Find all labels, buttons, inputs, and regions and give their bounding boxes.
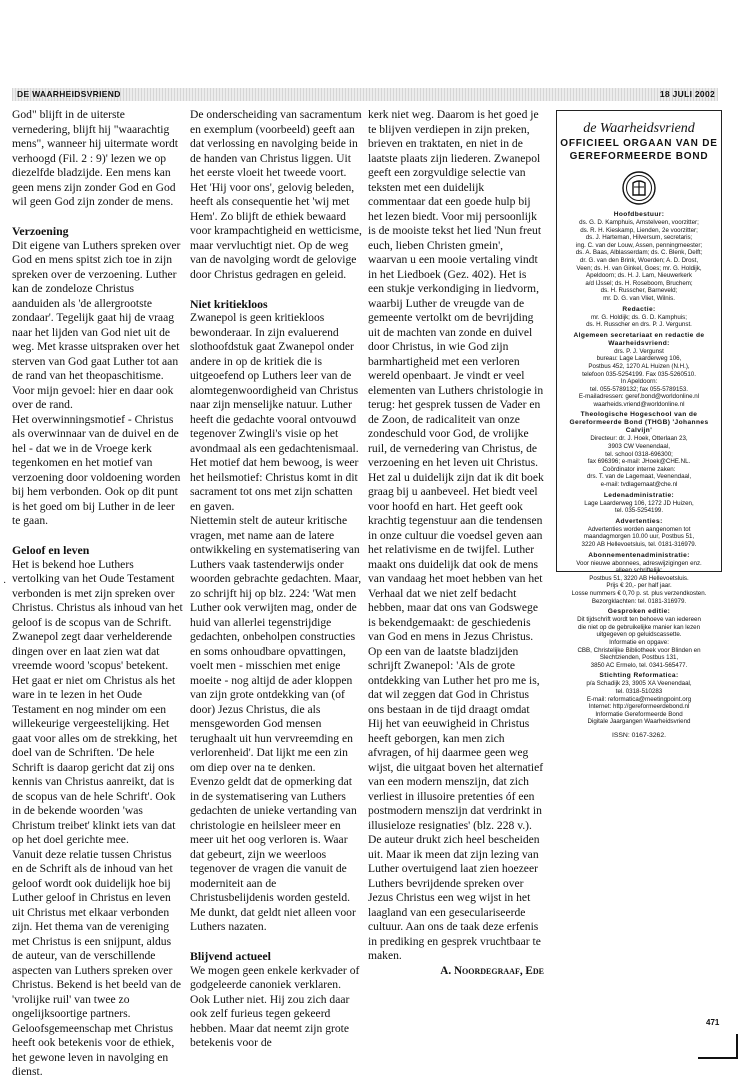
paragraph: Niettemin stelt de auteur kritische vragen, met name aan de latere ontwikkeling en systematisering van Luthers vaak tastenderwijs onder woorden gebrachte gedachten. Maar, zo schrijft hij op blz. 224: 'Wat men Luther ook verwijten mag, onder de huid van allerlei tegenstrijdige gedachten, onbeholpen constructies en soms onhoudbare opvattingen, voelt men - misschien met enige moeite - nog altijd de ader kloppen van zijn grote ontdekking van (of door) Jezus Christus, die als mensgeworden God mensen terughaalt uit hun vervreemding en verlorenheid'. Dat lijkt me een zin om diep over na te denken. xyxy=(190,514,362,774)
margin-mark: · xyxy=(3,578,7,589)
colophon-line: mr. G. Holdijk; ds. G. D. Kamphuis; xyxy=(591,313,687,321)
crop-mark-horizontal xyxy=(698,1057,738,1059)
colophon-line: Losse nummers € 0,70 p. st. plus verzendkosten. Bezorgklachten: tel. 0181-316979. xyxy=(571,589,707,605)
colophon-section-heading: Redactie: xyxy=(622,305,656,313)
article-column-3 xyxy=(368,108,544,978)
colophon-line: ds. R. H. Kieskamp, Lienden, 2e voorzitter; xyxy=(580,226,698,234)
colophon-line: alleen schriftelijk: xyxy=(615,567,663,575)
colophon-line: drs. P. J. Vergunst xyxy=(614,347,664,355)
colophon-section-heading: Advertenties: xyxy=(615,517,663,525)
colophon-line: ds. J. Harteman, Hilversum, secretaris; xyxy=(585,234,693,242)
colophon-line: Apeldoorn; ds. H. J. Lam, Nieuwerkerk xyxy=(586,272,692,280)
colophon-line: ing. C. van der Louw, Assen, penningmeester; xyxy=(575,241,703,249)
colophon-section-heading: Gesproken editie: xyxy=(607,608,671,616)
colophon-line: Slechtzienden, Postbus 131, xyxy=(599,654,679,662)
colophon-line: Postbus 51, 3220 AB Hellevoetsluis. xyxy=(589,574,689,582)
colophon-line: uitgegeven op geluidscassette. xyxy=(596,631,682,639)
paragraph: Het overwinningsmotief - Christus als overwinnaar van de duivel en de hel - dat we in de Vroege kerk tegenkomen en het motief van verzoening door voldoening worden bij hem verbonden. Ook op dit punt is het goed om bij Luther in de leer te gaan. xyxy=(12,412,181,527)
section-heading: Blijvend actueel xyxy=(190,949,271,963)
colophon-sections xyxy=(557,211,721,726)
colophon-line: Postbus 452, 1270 AL Huizen (N.H.), xyxy=(588,362,690,370)
paragraph: Dit eigene van Luthers spreken over God en mens spitst zich toe in zijn spreken over de verzoening. Luther kan de zondeloze Christus aanduiden als 'de allergrootste zondaar'. Tegelijk gaat hij de vraag naar het lijden van God niet uit de weg. Met krasse uitspraken over het sterven van God gaat Luther tot aan de rand van het theopaschitisme. Voor mijn gevoel: hier en daar ook over de rand. xyxy=(12,238,181,411)
colophon-line: Informatie Gereformeerde Bond xyxy=(595,710,683,718)
colophon-line: CBB, Christelijke Bibliotheek voor Blinden en xyxy=(577,646,701,654)
colophon-line: drs. T. van de Lagemaat, Veenendaal, xyxy=(586,473,692,481)
colophon-section xyxy=(557,672,721,726)
colophon-section xyxy=(557,518,721,549)
colophon-line: Directeur: dr. J. Hoek, Otterlaan 23, xyxy=(590,435,688,443)
publication-name: DE WAARHEIDSVRIEND xyxy=(17,89,121,99)
section-heading: Geloof en leven xyxy=(12,543,90,557)
colophon-section xyxy=(557,332,721,409)
paragraph: Het is bekend hoe Luthers vertolking van het Oude Testament verbonden is met zijn spreken over Christus. Christus als inhoud van het geloof is de scopus van de Schrift. Zwanepol zegt daar verhelderende dingen over en laat zien wat dat vreemde woord 'scopus' betekent. Het gaat er niet om Christus als het ware in te lezen in het Oude Testament en nog minder om een willekeurige vergeestelijking. Het gaat voor alles om de strekking, het doel van de Schriften. 'De hele Schrift is daarop gericht dat zij ons kennis van Christus aanreikt, dat is de scopus van de hele Schrift'. Ook in de bekende woorden 'was Christum treibet' klinkt iets van dat op het doel gerichte mee. xyxy=(12,557,183,846)
colophon-line: Lage Laarderweg 106, 1272 JD Huizen, xyxy=(584,499,694,507)
colophon-line: 3903 CW Veenendaal, xyxy=(608,443,670,451)
colophon-title: de Waarheidsvriend xyxy=(583,121,695,136)
colophon-line: e-mail: tvdlagemaat@che.nl xyxy=(600,481,678,489)
article-column-2 xyxy=(190,108,362,1051)
colophon-line: Prijs € 20,- per half jaar. xyxy=(606,582,672,590)
colophon-line: waarheids.vriend@worldonline.nl xyxy=(593,400,685,408)
article-column-1 xyxy=(12,108,184,1080)
colophon-line: tel. school 0318-696300; xyxy=(605,450,673,458)
colophon-line: Veen; ds. H. van Ginkel, Goes; mr. G. Holdijk, xyxy=(576,264,702,272)
colophon-line: Internet: http://gereformeerdebond.nl xyxy=(588,703,690,711)
paragraph: God" blijft in de uiterste vernedering, blijft hij "waarachtig mens", wanneer hij uitermate wordt verhoogd (Fil. 2 : 9)' lezen we op diezelfde bladzijde. Een mens kan geen mens zijn zonder God en God wil geen God zijn zonder de mens. xyxy=(12,108,179,208)
colophon-line: Coördinator interne zaken: xyxy=(602,465,676,473)
colophon-line: 3850 AC Ermelo, tel. 0341-565477. xyxy=(590,661,688,669)
paragraph: Zwanepol is geen kritiekloos bewonderaar. In zijn evaluerend slothoofdstuk gaat Zwanepol onder andere in op de kritiek die is uitgeoefend op Luthers leer van de alomtegenwoordigheid van Christus naar zijn menselijke natuur. Luther heeft die gedachte vooral ontvouwd tegenover Zwingli's visie op het avondmaal als een gedachtenismaal. Het motief dat hem bewoog, is weer het heilsmotief: Christus komt in dit sacrament tot ons met zijn schatten en gaven. xyxy=(190,311,359,513)
bond-logo-icon xyxy=(622,171,656,205)
colophon-line: ds. A. Baas, Alblasserdam; ds. C. Blenk, Delft; xyxy=(575,249,703,257)
colophon-line: telefoon 035-5254199. Fax 035-5260510. xyxy=(582,370,696,378)
colophon-section-heading: Theologische Hogeschool van de Gereformeerde Bond (THGB) 'Johannes Calvijn' xyxy=(569,411,709,435)
paragraph: We mogen geen enkele kerkvader of godgeleerde canoniek verklaren. Ook Luther niet. Hij zou zich daar ook zelf furieus tegen gekeerd hebben. Maar dat neemt zijn grote betekenis voor de xyxy=(190,963,360,1049)
colophon-line: In Apeldoorn: xyxy=(620,378,658,386)
section-heading: Verzoening xyxy=(12,224,69,238)
paragraph: Geloofsgemeenschap met Christus heeft ook betekenis voor de ethiek, het gewone leven in navolging en dienst. xyxy=(12,1021,175,1078)
colophon-line: ds. G. D. Kamphuis, Amstelveen, voorzitter; xyxy=(579,219,699,226)
colophon-line: dr. G. van den Brink, Woerden; A. D. Drost, xyxy=(579,256,699,264)
colophon-section xyxy=(557,411,721,488)
paragraph: Vanuit deze relatie tussen Christus en de Schrift als de inhoud van het geloof wordt ook duidelijk hoe bij Luther geloof in Christus en leven uit Christus met elkaar verbonden zijn. Het thema van de vereniging met Christus is een snijpunt, aldus de auteur, van de verschillende aspecten van Luthers spreken over Christus. Bekend is het beeld van de 'vrolijke ruil' van twee zo ongelijksoortige partners. xyxy=(12,847,182,1020)
colophon-line: Digitale Jaargangen Waarheidsvriend xyxy=(587,718,691,726)
colophon-line: tel. 0318-510283 xyxy=(615,687,663,695)
colophon-section xyxy=(557,492,721,515)
colophon-line: Dit tijdschrift wordt ten behoeve van iedereen xyxy=(577,616,701,624)
section-heading: Niet kritiekloos xyxy=(190,296,268,311)
colophon-line: fax 696396; e-mail: JHoek@CHE.NL. xyxy=(587,458,691,466)
colophon-section-heading: Stichting Reformatica: xyxy=(599,672,679,680)
colophon-section-heading: Hoofdbestuur: xyxy=(613,211,665,218)
issue-date: 18 JULI 2002 xyxy=(659,89,715,99)
colophon-line: a/d IJssel; ds. H. Roseboom, Bruchem; xyxy=(585,279,693,287)
colophon-line: maandagmorgen 10.00 uur, Postbus 51, xyxy=(583,533,695,541)
author-signature: A. Noordegraaf, Ede xyxy=(440,964,544,977)
colophon-line: bureau: Lage Laarderweg 106, xyxy=(596,355,682,363)
paragraph: De onderscheiding van sacramentum en exemplum (voorbeeld) geeft aan dat verlossing en navolging beide in de handen van Christus liggen. Uit het eerste vloeit het tweede voort. Het 'Hij voor ons', gelovig beleden, heeft als consequentie het 'wij met Hem'. Zo blijft de ethiek bewaard voor krampachtigheid en wetticisme, maar vervluchtigt niet. Op de weg van de navolging wordt de gelovige door Christus gedragen en geleid. xyxy=(190,108,362,281)
colophon-line: E-mailadressen: geref.bond@worldonline.nl xyxy=(578,393,700,401)
colophon-section-heading: Ledenadministratie: xyxy=(603,491,675,499)
colophon-line: Advertenties worden aangenomen tot xyxy=(587,525,691,533)
colophon-line: p/a Schadijk 23, 3905 XA Veenendaal, xyxy=(586,680,692,688)
colophon-section xyxy=(557,608,721,669)
issn: ISSN: 0167-3262. xyxy=(611,731,667,739)
colophon-section xyxy=(557,306,721,329)
colophon-line: ds. H. Russcher en drs. P. J. Vergunst. xyxy=(586,321,692,329)
colophon-line: ds. H. Russcher, Barneveld; xyxy=(600,287,678,295)
colophon-line: mr. D. G. van Vliet, Wilnis. xyxy=(603,294,675,302)
colophon-section-heading: Algemeen secretariaat en redactie de Waarheidsvriend: xyxy=(573,331,705,347)
colophon-section xyxy=(557,552,721,606)
colophon-line: Voor nieuwe abonnees, adreswijzigingen enz. xyxy=(576,559,702,567)
page-number: 471 xyxy=(706,1018,720,1027)
paragraph: Het zal u duidelijk zijn dat ik dit boek graag bij u aanbeveel. Het biedt veel voor hoofd en hart. Het geeft ook krachtig tegenstuur aan die tendensen in onze cultuur die voedsel geven aan het relativisme en de twijfel. Luther maakt ons duidelijk dat ook de mens van vandaag het moet hebben van het Verhaal dat we niet zelf bedacht hebben, maar dat ons van Godswege is bekendgemaakt: de geschiedenis van God en mens in Jezus Christus. Op een van de laatste bladzijden schrijft Zwanepol: 'Als de grote ontdekking van Luther het pro me is, dat wil zeggen dat God in Christus ons bestaan in de tijd draagt omdat Hij het van eeuwigheid in Christus heeft geborgen, kan men zich afvragen, of hij daarmee geen weg wijst, die uitgaat boven het alternatief van een modern menszijn, dat zich verliest in illusoire pretenties óf een postmodern menszijn dat verdrinkt in illusieloze resignaties' (blz. 228 v.). De auteur drukt zich heel bescheiden uit. Maar ik meen dat zijn lezing van Luther overtuigend laat zien hoezeer Luthers bevrijdende spreken over Jezus Christus een weg wijst in het laagland van een geseculariseerde cultuur. Aan ons de taak deze erfenis in prediking en gesprek vruchtbaar te maken. xyxy=(368,470,544,962)
paragraph: kerk niet weg. Daarom is het goed je te blijven verdiepen in zijn preken, brieven en traktaten, en niet in de laatste plaats zijn liederen. Zwanepol geeft een zorgvuldige selectie van teksten met een duidelijk commentaar dat een goede hulp bij het lezen biedt. Voor mij persoonlijk is de mooiste tekst het lied 'Nun freut euch, lieben Christen gmein', waarvan u een mooie vertaling vindt in het Liedboek (Gez. 402). Het is een stukje verkondiging in liedvorm, waarbij Luther de vreugde van de gemeente vertolkt om de bevrijding uit de machten van zonde en duivel door Christus, in wie God zijn barmhartigheid met een verloren wereld openbaart. Je vindt er veel elementen van Luthers christologie in terug: het gesprek tussen de Vader en de Zoon, de radicaliteit van onze zondeschuld voor God, de vrolijke ruil, de vernedering van Christus, de verzoening en het leven uit Christus. xyxy=(368,108,544,469)
paragraph: Evenzo geldt dat de opmerking dat in de systematisering van Luthers gedachten de unieke vertanding van christologie en heilsleer meer en meer uit het oog verloren is. Waar dat gebeurt, zijn we weerloos tegenover de vragen die vanuit de moderniteit aan de Christusbelijdenis worden gesteld. Me dunkt, dat geldt niet alleen voor Luthers nazaten. xyxy=(190,775,357,933)
colophon-section-heading: Abonnementenadministratie: xyxy=(588,551,690,559)
colophon-line: Informatie en opgave: xyxy=(609,638,669,646)
colophon-subtitle: OFFICIEEL ORGAAN VAN DE GEREFORMEERDE BOND xyxy=(560,138,718,162)
colophon-box xyxy=(556,110,722,739)
colophon-line: tel. 055-5789132; fax 055-5789153. xyxy=(589,385,689,393)
colophon-line: die niet op de gebruikelijke manier kan lezen xyxy=(577,623,701,631)
colophon-line: tel. 035-5254199. xyxy=(614,507,664,515)
colophon-section xyxy=(557,211,721,303)
colophon-line: 3220 AB Hellevoetsluis, tel. 0181-316979. xyxy=(581,541,697,548)
colophon-line: E-mail: reformatica@meetingpoint.org xyxy=(586,695,692,703)
